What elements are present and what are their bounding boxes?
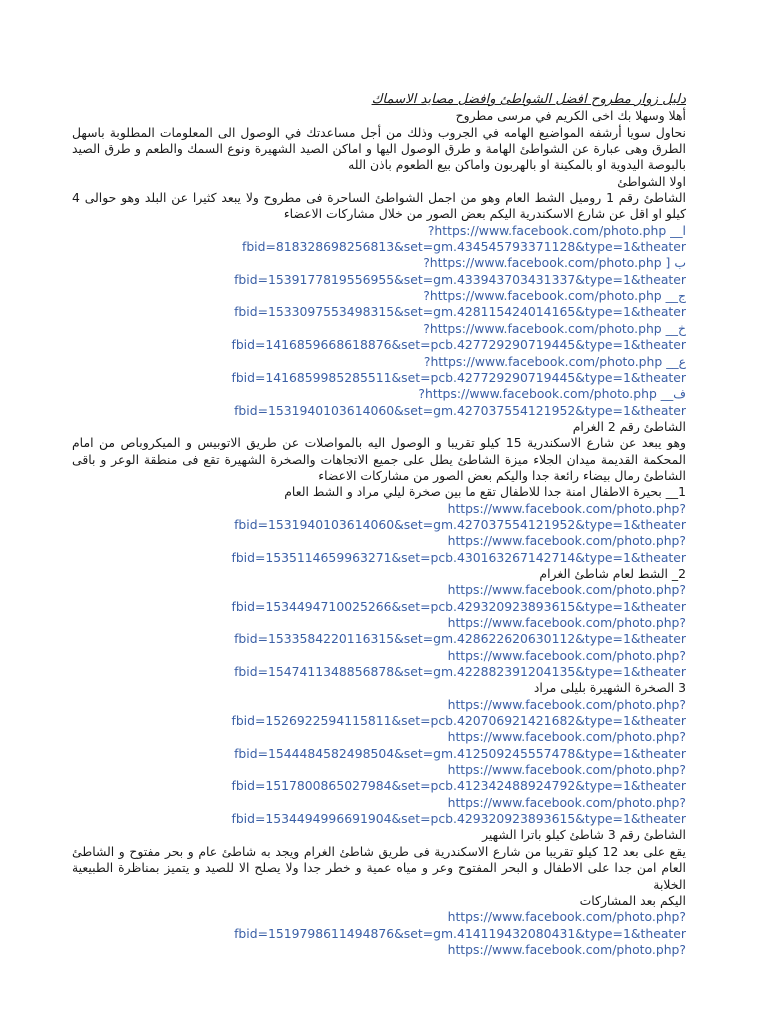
photo-link-line[interactable]: https://www.facebook.com/photo.php? xyxy=(447,909,686,925)
photo-link-line[interactable]: https://www.facebook.com/photo.php? xyxy=(447,615,686,630)
photo-link-line[interactable]: fbid=1531940103614060&set=gm.427037554121952&type=1&theater xyxy=(234,402,686,418)
photo-link-line[interactable]: ا__ https://www.facebook.com/photo.php? xyxy=(427,222,686,238)
photo-link-line[interactable]: fbid=1531940103614060&set=gm.427037554121952&type=1&theater xyxy=(234,516,686,532)
beach1-description: الشاطئ رقم 1 روميل الشط العام وهو من اجمل الشواطئ الساحرة فى مطروح ولا يبعد كثيرا عن البلد وهو حوالى 4 كيلو او اقل عن شارع الاسكندرية اليكم بعض الصور من خلال مشاركات الاعضاء xyxy=(72,190,686,222)
photo-link-line[interactable]: fbid=1416859985285511&set=pcb.427729290719445&type=1&theater xyxy=(231,369,686,385)
photo-link-line[interactable]: https://www.facebook.com/photo.php? xyxy=(447,696,686,712)
beach3-heading: الشاطئ رقم 3 شاطئ كيلو باترا الشهير xyxy=(482,827,686,843)
photo-link-line[interactable]: خ__ https://www.facebook.com/photo.php? xyxy=(423,320,686,336)
beach2-heading: الشاطئ رقم 2 الغرام xyxy=(572,418,686,434)
beach3-description: يقع على بعد 12 كيلو تقريبا من شارع الاسكندرية فى طريق شاطئ الغرام ويجد به شاطئ عام و بحر مفتوح و الشاطئ العام امن جدا على الاطفال و البحر المفتوح وعر و مياه عمية و خطر جدا ولا يصلح الا للصيد و يتميز بمناظرة الطبيعية الخلابة xyxy=(72,843,686,892)
photo-link-line[interactable]: fbid=1534494710025266&set=pcb.429320923893615&type=1&theater xyxy=(231,598,686,614)
photo-link-line[interactable]: https://www.facebook.com/photo.php? xyxy=(447,533,686,549)
document-title: دليل زوار مطروح افضل الشواطئ وافضل مصايد الاسماك xyxy=(371,92,686,107)
beach2-item1-title: 1__ بحيرة الاطفال امنة جدا للاطفال تقع ما بين صخرة ليلي مراد و الشط العام xyxy=(284,484,686,500)
beach2-item3-links xyxy=(72,697,686,828)
photo-link-line[interactable]: fbid=1517800865027984&set=pcb.412342488924792&type=1&theater xyxy=(231,778,686,794)
photo-link-line[interactable]: fbid=1533097553498315&set=gm.428115424014165&type=1&theater xyxy=(234,304,686,320)
photo-link-line[interactable]: fbid=1535114659963271&set=pcb.430163267142714&type=1&theater xyxy=(231,549,686,565)
section-heading-beaches: اولا الشواطئ xyxy=(617,173,686,189)
beach3-subheading: اليكم بعد المشاركات xyxy=(579,892,686,908)
photo-link-line[interactable]: https://www.facebook.com/photo.php? xyxy=(447,794,686,810)
beach2-item2-links xyxy=(72,582,686,680)
photo-link-line[interactable]: fbid=1547411348856878&set=gm.422882391204135&type=1&theater xyxy=(234,664,686,680)
beach3-links xyxy=(72,909,686,958)
photo-link-line[interactable]: https://www.facebook.com/photo.php? xyxy=(447,941,686,957)
beach1-links xyxy=(72,223,686,419)
photo-link-line[interactable]: https://www.facebook.com/photo.php? xyxy=(447,582,686,598)
photo-link-line[interactable]: ب [ https://www.facebook.com/photo.php? xyxy=(423,255,686,271)
photo-link-line[interactable]: https://www.facebook.com/photo.php? xyxy=(447,500,686,516)
photo-link-line[interactable]: fbid=1416859668618876&set=pcb.427729290719445&type=1&theater xyxy=(231,337,686,353)
photo-link-line[interactable]: fbid=1534494996691904&set=pcb.429320923893615&type=1&theater xyxy=(231,811,686,827)
photo-link-line[interactable]: https://www.facebook.com/photo.php? xyxy=(447,762,686,778)
photo-link-line[interactable]: fbid=818328698256813&set=gm.434545793371128&type=1&theater xyxy=(241,239,686,255)
photo-link-line[interactable]: fbid=1526922594115811&set=pcb.420706921421682&type=1&theater xyxy=(231,713,686,729)
beach2-item1-links xyxy=(72,501,686,566)
intro-paragraph: نحاول سويا أرشفه المواضيع الهامه في الجروب وذلك من أجل مساعدتك في الوصول الى المعلومات المطلوبة باسهل الطرق وهى عبارة عن الشواطئ الهامة و طرق الوصول اليها و اماكن الصيد الشهيرة ونوع السمك والطعم و طرق الصيد بالبوصة اليدوية او بالمكينة او بالهربون واماكن بيع الطعوم باذن الله xyxy=(72,124,686,173)
beach2-item2-title: 2_ الشط لعام شاطئ الغرام xyxy=(539,565,686,581)
photo-link-line[interactable]: https://www.facebook.com/photo.php? xyxy=(447,647,686,663)
photo-link-line[interactable]: fbid=1539177819556955&set=gm.433943703431337&type=1&theater xyxy=(234,271,686,287)
greeting-line: أهلا وسهلا بك اخى الكريم في مرسى مطروح xyxy=(455,108,686,124)
photo-link-line[interactable]: ج__ https://www.facebook.com/photo.php? xyxy=(423,288,686,304)
beach2-description: وهو يبعد عن شارع الاسكندرية 15 كيلو تقريبا و الوصول اليه بالمواصلات عن طريق الاتوبيس و الميكروباص من امام المحكمة القديمة ميدان الجلاء ميزة الشاطئ يطل على جميع الاتجاهات والصخرة الشهيرة تقع فى منطقة الوعر و باقى الشاطئ رمال بيضاء رائعة جدا واليكم بعض الصور من مشاركات الاعضاء xyxy=(72,435,686,483)
photo-link-line[interactable]: ف__ https://www.facebook.com/photo.php? xyxy=(418,386,686,402)
photo-link-line[interactable]: ع__ https://www.facebook.com/photo.php? xyxy=(423,353,686,369)
photo-link-line[interactable]: fbid=1544484582498504&set=gm.412509245557478&type=1&theater xyxy=(234,745,686,761)
photo-link-line[interactable]: https://www.facebook.com/photo.php? xyxy=(447,729,686,745)
photo-link-line[interactable]: fbid=1533584220116315&set=gm.428622620630112&type=1&theater xyxy=(234,631,686,647)
document-body xyxy=(72,92,686,958)
beach2-item3-title: 3 الصخرة الشهيرة بليلى مراد xyxy=(533,680,686,696)
photo-link-line[interactable]: fbid=1519798611494876&set=gm.414119432080431&type=1&theater xyxy=(234,925,686,941)
